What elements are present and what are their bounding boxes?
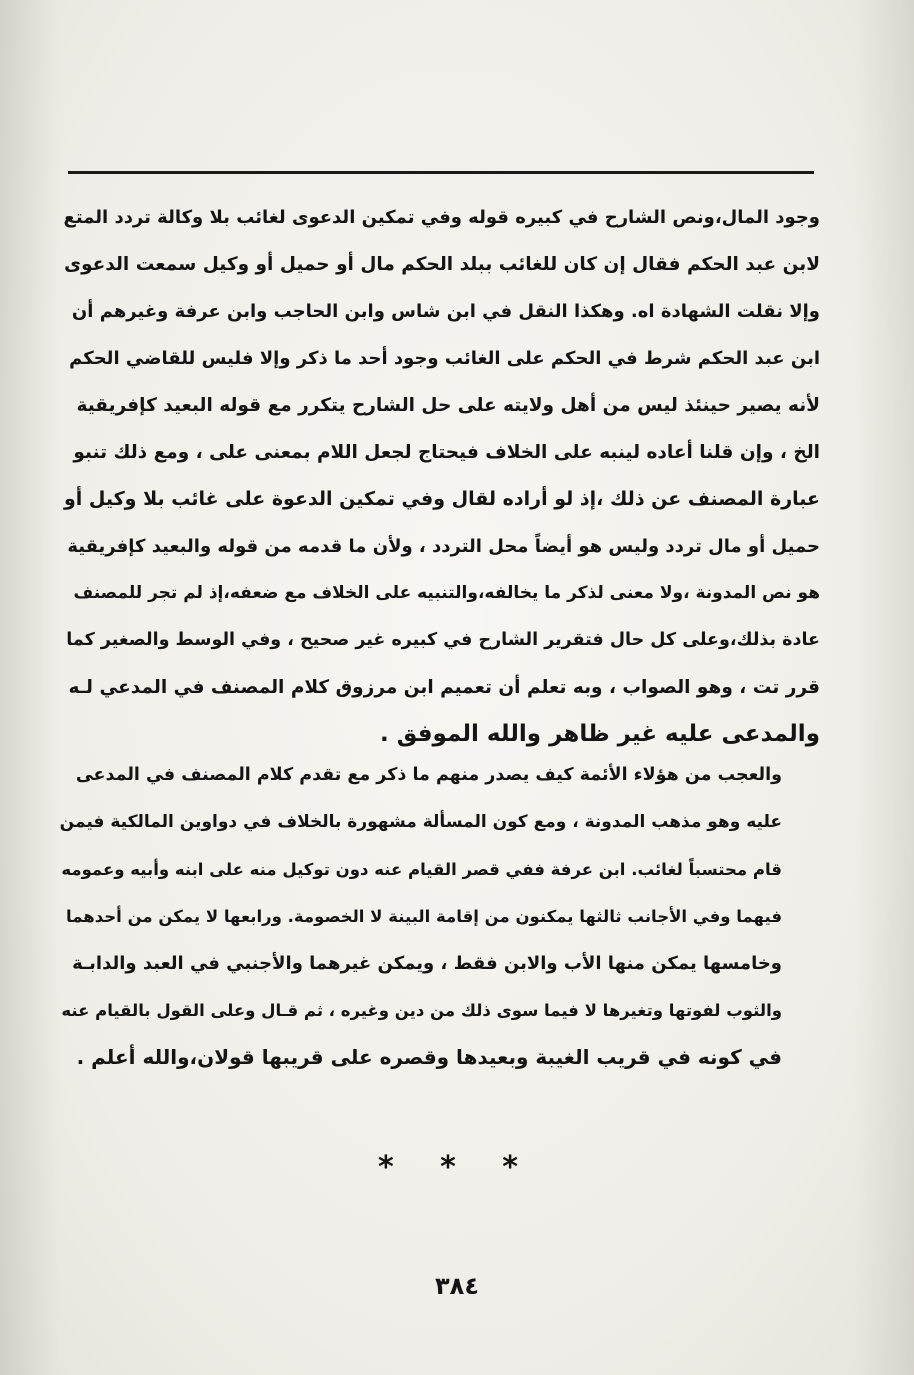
paragraph-1-line: والمدعى عليه غير ظاهر والله الموفق . [380, 721, 820, 747]
paragraph-1-line: لابن عبد الحكم فقال إن كان للغائب ببلد الحكم مال أو حميل أو وكيل سمعت الدعوى [64, 254, 820, 275]
paragraph-1-line: ابن عبد الحكم شرط في الحكم على الغائب وجود أحد ما ذكر وإلا فليس للقاضي الحكم [69, 348, 820, 369]
paragraph-1-line: عبارة المصنف عن ذلك ،إذ لو أراده لقال وفي تمكين الدعوة على غائب بلا وكيل أو [63, 488, 820, 510]
paragraph-2-line: في كونه في قريب الغيبة وبعيدها وقصره على قريبها قولان،والله أعلم . [76, 1045, 782, 1069]
paragraph-1-line: وإلا نقلت الشهادة اه. وهكذا النقل في ابن شاس وابن الحاجب وابن عرفة وغيرهم أن [71, 301, 820, 322]
paragraph-2-line: عليه وهو مذهب المدونة ، ومع كون المسألة مشهورة بالخلاف في دواوين المالكية فيمن [60, 812, 782, 832]
paragraph-1-line: لأنه يصير حينئذ ليس من أهل ولايته على حل الشارح يتكرر مع قوله البعيد كإفريقية [76, 395, 820, 416]
paragraph-1-line: عادة بذلك،وعلى كل حال فتقرير الشارح في كبيره غير صحيح ، وفي الوسط والصغير كما [66, 630, 820, 650]
paragraph-2-line: وخامسها يمكن منها الأب والابن فقط ، ويمكن غيرهما والأجنبي في العبد والدابـة [72, 953, 782, 974]
paragraph-1-line: هو نص المدونة ،ولا معنى لذكر ما يخالفه،والتنبيه على الخلاف مع ضعفه،إذ لم تجر للمصنف [73, 583, 820, 603]
paragraph-1-line: قرر تت ، وهو الصواب ، وبه تعلم أن تعميم ابن مرزوق كلام المصنف في المدعي لـه [68, 677, 820, 698]
page-number: ٣٨٤ [435, 1272, 479, 1300]
paragraph-1-line: الخ ، وإن قلنا أعاده لينبه على الخلاف فيحتاج لجعل اللام بمعنى على ، ومع ذلك تنبو [73, 442, 820, 463]
paragraph-1-line: حميل أو مال تردد وليس هو أيضاً محل التردد ، ولأن ما قدمه من قوله والبعيد كإفريقية [67, 536, 820, 557]
paragraph-2-line: والثوب لفوتها وتغيرها لا فيما سوى ذلك من دين وغيره ، ثم قـال وعلى القول بالقيام عنه [61, 1001, 782, 1020]
header-rule [68, 171, 814, 174]
paragraph-2-line: فيهما وفي الأجانب ثالثها يمكنون من إقامة البينة لا الخصومة. ورابعها لا يمكن من أحدهما [66, 907, 782, 926]
paragraph-1 [60, 194, 820, 758]
paragraph-2-line: قام محتسباً لغائب. ابن عرفة ففي قصر القيام عنه دون توكيل منه على ابنه وأبيه وعمومه [61, 860, 782, 879]
paragraph-2-line: والعجب من هؤلاء الأئمة كيف يصدر منهم ما ذكر مع تقدم كلام المصنف في المدعى [75, 765, 782, 785]
paragraph-1-line: وجود المال،ونص الشارح في كبيره قوله وفي تمكين الدعوى لغائب بلا وكالة تردد المتع [63, 207, 820, 228]
paragraph-2 [60, 752, 820, 1081]
section-separator: * * * [378, 1150, 536, 1185]
